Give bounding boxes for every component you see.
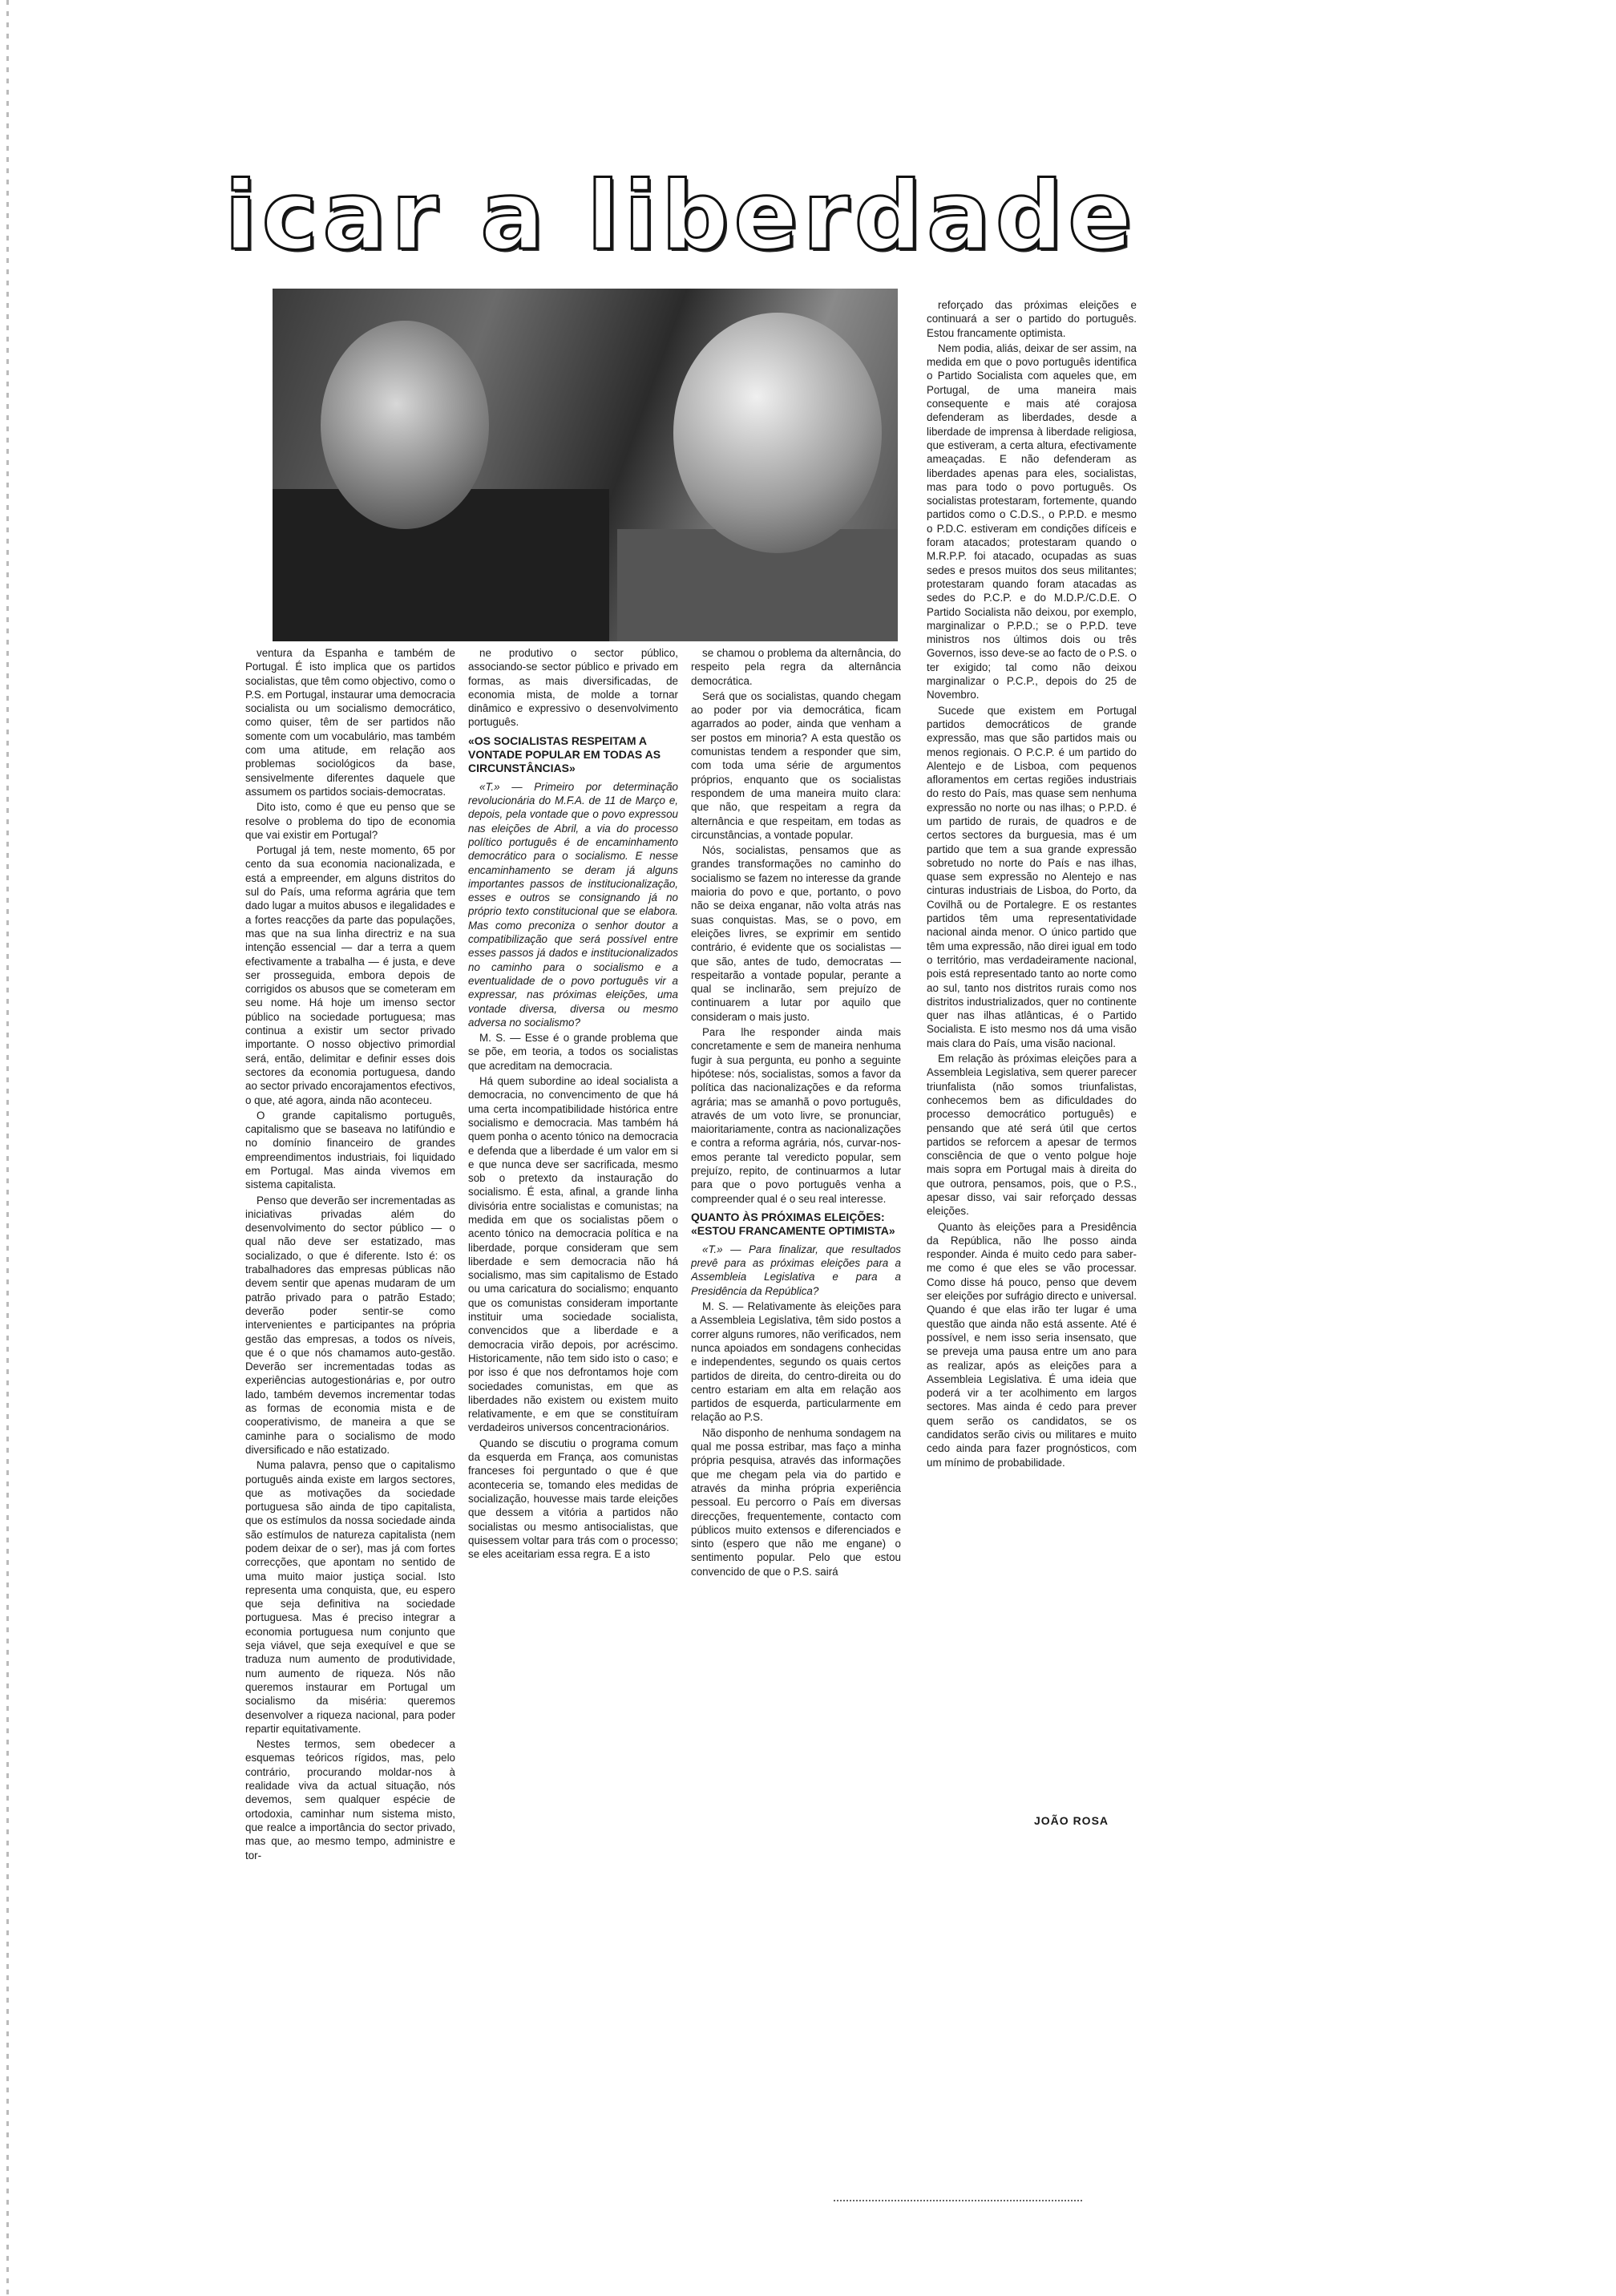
article-photo [273, 289, 898, 641]
paragraph: Sucede que existem em Portugal partidos democráticos de grande expressão, mas que são partidos mais ou menos regionais. O P.C.P. é um partido do Alentejo e de Lisboa, com pequenos afloramentos em certas regiões industriais do resto do País, mas quase sem nenhuma expressão no norte ou nas ilhas; o P.P.D. é um partido de rurais, de quadros e de certos sectores da burguesia, mas é um partido que tem a sua grande expressão sobretudo no norte do País e nas ilhas, quase sem expressão no Alentejo e nas cinturas industriais de Lisboa, do Porto, da Covilhã ou de Portalegre. E os restantes partidos têm uma representatividade nacional ainda menor. O único partido que têm uma expressão, não direi igual em todo o território, mas verdadeiramente nacional, pois está representado tanto ao norte como ao sul, tanto nos distritos rurais como nos distritos industrializados, quer no continente quer nas ilhas atlânticas, é o Partido Socialista. E isto mesmo nos dá uma visão mais clara do País, uma visão nacional. [927, 704, 1137, 1049]
paragraph: Nestes termos, sem obedecer a esquemas teóricos rígidos, mas, pelo contrário, procurando moldar-nos à realidade viva da actual situação, nós devemos, sem qualquer espécie de ortodoxia, caminhar num sistema misto, que realce a importância do sector privado, mas que, ao mesmo tempo, administre e tor- [245, 1738, 455, 1861]
paragraph: se chamou o problema da alternância, do respeito pela regra da alternância democrática. [691, 647, 901, 687]
paragraph: Numa palavra, penso que o capitalismo português ainda existe em largos sectores, que as motivações da sociedade portuguesa são ainda de tipo capitalista, que os estímulos da nossa sociedade ainda são estímulos de natureza capitalista (nem podem deixar de o ser), mas já com fortes correcções, que apontam no sentido de uma muito maior justiça social. Isto representa uma conquista, que, eu espero que seja definitiva na sociedade portuguesa. Mas é preciso integrar a economia portuguesa num conjunto que seja viável, que seja exequível e que se traduza num aumento de produtividade, num aumento de riqueza. Nós não queremos instaurar em Portugal um socialismo da miséria: queremos desenvolver a riqueza nacional, para poder repartir equitativamente. [245, 1459, 455, 1735]
paragraph: Quanto às eleições para a Presidência da República, não lhe posso ainda responder. Ainda é muito cedo para saber-me como é que eles se vão processar. Como disse há pouco, penso que devem ser eleições por sufrágio directo e universal. Quando é que elas irão ter lugar é uma questão que ainda não está assente. Até é possível, e nem isso seria insensato, que se preveja uma pausa entre um ano para as realizar, após as eleições para a Assembleia Legislativa. É uma ideia que poderá vir a ter acolhimento em largos sectores. Mas ainda é cedo para prever quem serão os candidatos, se os candidatos serão civis ou militares e muito cedo ainda para fazer prognósticos, com um mínimo de probabilidade. [927, 1220, 1137, 1469]
paragraph: reforçado das próximas eleições e continuará a ser o partido do português. Estou francamente optimista. [927, 299, 1137, 339]
scan-edge-mark [6, 0, 9, 2296]
article-column-4 [927, 298, 1137, 1805]
article-column-2 [468, 646, 678, 1849]
photo-head-right [673, 313, 882, 553]
photo-head-left [321, 321, 489, 529]
author-signature: JOÃO ROSA [1034, 1814, 1109, 1827]
paragraph: «T.» — Para finalizar, que resultados prevê para as próximas eleições para a Assembleia Legislativa e para a Presidência da República? [691, 1243, 901, 1297]
paragraph: Nós, socialistas, pensamos que as grandes transformações no caminho do socialismo se fazem no interesse da grande maioria do povo e que, portanto, o povo não se deixa enganar, não volta atrás nas suas conquistas. Mas, se o povo, em eleições livres, se exprimir em sentido contrário, é evidente que os socialistas — que são, antes de tudo, democratas — respeitarão a vontade popular, perante a qual se inclinarão, sem prejuízo de continuarem a lutar por aquilo que consideram o mais justo. [691, 844, 901, 1023]
paragraph: Dito isto, como é que eu penso que se resolve o problema do tipo de economia que vai existir em Portugal? [245, 801, 455, 841]
paragraph: Quando se discutiu o programa comum da esquerda em França, aos comunistas franceses foi perguntado o que é que aconteceria se, tomando eles medidas de socialização, houvesse mais tarde eleições que dessem a vitória a partidos não socialistas ou mesmo antisocialistas, que quisessem voltar para trás com o processo; se eles aceitariam essa regra. E a isto [468, 1437, 678, 1561]
bottom-rule [834, 2200, 1082, 2201]
paragraph: «T.» — Primeiro por determinação revolucionária do M.F.A. de 11 de Março e, depois, pela vontade que o povo expressou nas eleições de Abril, a via do processo político português é de encaminhamento democrático para o socialismo. E nesse encaminhamento se deram já alguns importantes passos de institucionalização, esses e outros se consignando já no próprio texto constitucional que se elabora. Mas como preconiza o senhor doutor a compatibilização que será possível entre esses passos já dados e institucionalizados no caminho para o socialismo e a eventualidade de o povo português vir a expressar, nas próximas eleições, uma vontade diversa, diversa ou mesmo adversa no socialismo? [468, 780, 678, 1029]
paragraph: Em relação às próximas eleições para a Assembleia Legislativa, sem querer parecer triunfalista (não somos triunfalistas, conhecemos bem as dificuldades do processo democrático português) e pensando que até será útil que certos partidos se reforcem a apesar de termos consciência de que o vento polgue hoje mais sopra em Portugal mais à direita do que outrora, pensamos, pois, que o P.S., apesar disso, vai sair reforçado dessas eleições. [927, 1053, 1137, 1218]
paragraph: Portugal já tem, neste momento, 65 por cento da sua economia nacionalizada, e está a empreender, em alguns distritos do sul do País, uma reforma agrária que tem dado lugar a muitos abusos e ilegalidades e a fortes reacções da parte das populações, mas que na sua linha directriz e na sua intenção essencial — dar a terra a quem efectivamente a trabalha — é justa, e deve ser prosseguida, embora depois de corrigidos os abusos que se cometeram em seu nome. Há hoje um imenso sector público na sociedade portuguesa; mas continua a existir um sector privado importante. O nosso objectivo primordial será, então, delimitar e definir esses dois sectores da economia portuguesa, dando ao sector privado encorajamentos efectivos, o que, até agora, ainda não aconteceu. [245, 844, 455, 1106]
paragraph: M. S. — Relativamente às eleições para a Assembleia Legislativa, têm sido postos a correr alguns rumores, não verificados, nem nunca apoiados em sondagens conhecidas e independentes, segundo os quais certos partidos de direita, do centro-direita ou do centro estariam em alta em relação aos partidos de esquerda, particularmente em relação ao P.S. [691, 1300, 901, 1424]
article-column-1 [245, 646, 455, 2201]
paragraph: M. S. — Esse é o grande problema que se põe, em teoria, a todos os socialistas que acreditam na democracia. [468, 1032, 678, 1072]
section-heading: QUANTO ÀS PRÓXIMAS ELEIÇÕES: «ESTOU FRANCAMENTE OPTIMISTA» [691, 1210, 895, 1237]
paragraph: ventura da Espanha e também de Portugal. É isto implica que os partidos socialistas, que têm como objectivo, como o P.S. em Portugal, instaurar uma democracia socialista ou um socialismo democrático, como quiser, têm de ser partidos não somente com um vocabulário, mas também com uma atitude, em relação aos problemas sociológicos da base, sensivelmente diferentes daquele que assumem os partidos sociais-democratas. [245, 647, 455, 798]
paragraph: Não disponho de nenhuma sondagem na qual me possa estribar, mas faço a minha própria pesquisa, através das informações que me chegam pela via do partido e através da minha própria experiência pessoal. Eu percorro o País em diversas direcções, frequentemente, contacto com públicos muito extensos e diferenciados e sinto (espero que não me engane) o sentimento popular. Pelo que estou convencido de que o P.S. sairá [691, 1426, 901, 1578]
headline: icar a liberdade [224, 160, 1137, 271]
paragraph: O grande capitalismo português, capitalismo que se baseava no latifúndio e no domínio financeiro de grandes empreendimentos industriais, foi liquidado em Portugal. Mas ainda vivemos em sistema capitalista. [245, 1109, 455, 1191]
paragraph: Será que os socialistas, quando chegam ao poder por via democrática, ficam agarrados ao poder, ainda que venham a ser postos em minoria? A esta questão os comunistas tendem a responder que sim, com toda uma série de argumentos próprios, enquanto que os socialistas respondem de uma maneira muito clara: que não, que respeitam a regra da alternância e que respeitam, em todas as circunstâncias, a vontade popular. [691, 689, 901, 841]
paragraph: Há quem subordine ao ideal socialista a democracia, no convencimento de que há uma certa incompatibilidade histórica entre socialismo e democracia. Mas também há quem ponha o acento tónico na democracia e defenda que a liberdade é um valor em si e que nunca deve ser sacrificada, mesmo sob o pretexto da instauração do socialismo. É esta, afinal, a grande linha divisória entre socialistas e comunistas; na medida em que os socialistas põem o acento tónico na democracia política e na liberdade, porque consideram que sem liberdade e sem democracia não há socialismo, mas sim capitalismo de Estado ou uma caricatura do socialismo; enquanto que os comunistas consideram importante instituir uma sociedade socialista, convencidos que a liberdade e a democracia virão depois, por acréscimo. Historicamente, não tem sido isto o caso; e por isso é que nos defrontamos hoje com sociedades comunistas, em que as liberdades não existem ou existem muito relativamente, e em que se constituíram verdadeiros universos concentracionários. [468, 1075, 678, 1434]
paragraph: ne produtivo o sector público, associando-se sector público e privado em formas, as mais diversificadas, de economia mista, de molde a tornar dinâmico e expressivo o desenvolvimento português. [468, 647, 678, 729]
paragraph: Nem podia, aliás, deixar de ser assim, na medida em que o povo português identifica o Partido Socialista com aqueles que, em Portugal, de uma maneira mais consequente e mais até corajosa defenderam as liberdades, desde a liberdade de imprensa à liberdade religiosa, que estiveram, a certa altura, efectivamente ameaçadas. E não defenderam as liberdades apenas para eles, socialistas, mas para todo o povo português. Os socialistas protestaram, fortemente, quando partidos como o C.D.S., o P.P.D. e mesmo o P.D.C. estiveram em condições difíceis e foram atacados; protestaram quando o M.R.P.P. foi atacado, ocupadas as suas sedes e presos muitos dos seus militantes; protestaram quando foram atacadas as sedes do P.C.P. e do M.D.P./C.D.E. O Partido Socialista não deixou, por exemplo, marginalizar o P.P.D.; se o P.P.D. teve ministros nos últimos dois ou três Governos, isso deve-se ao facto de o P.S. o ter exigido; tal como não deixou marginalizar o P.C.P., depois do 25 de Novembro. [927, 342, 1137, 701]
paragraph: Penso que deverão ser incrementadas as iniciativas privadas além do desenvolvimento do sector público — o qual não deve ser estatizado, mas socializado, o que é diferente. Isto é: os trabalhadores das empresas públicas não devem sentir que apenas mudaram de um patrão privado para o patrão Estado; deverão poder sentir-se como intervenientes e participantes na própria gestão das empresas, a todos os níveis, que é o que nós chamamos auto-gestão. Deverão ser incrementadas todas as experiências autogestionárias e, por outro lado, também devemos incrementar todas as formas de economia mista e de cooperativismo, de maneira a que se caminhe para o socialismo de modo diversificado e não estatizado. [245, 1194, 455, 1456]
article-column-3 [691, 646, 901, 1849]
section-heading: «OS SOCIALISTAS RESPEITAM A VONTADE POPULAR EM TODAS AS CIRCUNSTÂNCIAS» [468, 734, 661, 774]
paragraph: Para lhe responder ainda mais concretamente e sem de maneira nenhuma fugir à sua pergunta, eu ponho a seguinte hipótese: nós, socialistas, somos a favor da política das nacionalizações e da reforma agrária; mas se amanhã o povo português, através de um voto livre, se pronunciar, maioritariamente, contra as nacionalizações e contra a reforma agrária, nós, curvar-nos-emos perante tal veredicto popular, sem prejuízo, repito, de continuarmos a lutar para que o povo português venha a compreender qual é o seu real interesse. [691, 1026, 901, 1205]
